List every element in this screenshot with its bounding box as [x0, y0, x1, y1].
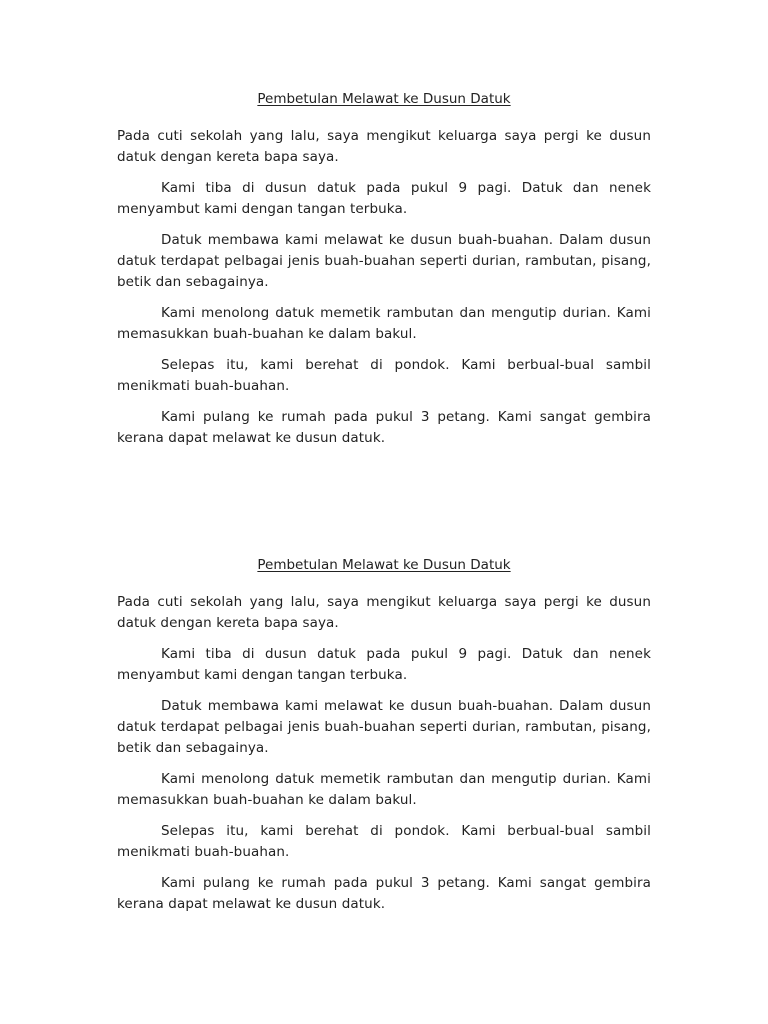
- essay-paragraph-5: Selepas itu, kami berehat di pondok. Kami berbual-bual sambil menikmati buah-buahan.: [117, 357, 651, 394]
- essay-paragraph-2: Kami tiba di dusun datuk pada pukul 9 pagi. Datuk dan nenek menyambut kami dengan tangan terbuka.: [117, 180, 651, 217]
- essay-paragraph-4: Kami menolong datuk memetik rambutan dan mengutip durian. Kami memasukkan buah-buahan ke dalam bakul.: [117, 771, 651, 808]
- essay-paragraph-1: Pada cuti sekolah yang lalu, saya mengikut keluarga saya pergi ke dusun datuk dengan kereta bapa saya.: [117, 128, 651, 165]
- essay-paragraph-1: Pada cuti sekolah yang lalu, saya mengikut keluarga saya pergi ke dusun datuk dengan kereta bapa saya.: [117, 594, 651, 631]
- essay-paragraph-3: Datuk membawa kami melawat ke dusun buah-buahan. Dalam dusun datuk terdapat pelbagai jenis buah-buahan seperti durian, rambutan, pisang, betik dan sebagainya.: [117, 698, 651, 756]
- essay-paragraph-5: Selepas itu, kami berehat di pondok. Kami berbual-bual sambil menikmati buah-buahan.: [117, 823, 651, 860]
- essay-section-1: [117, 89, 651, 459]
- essay-paragraph-2: Kami tiba di dusun datuk pada pukul 9 pagi. Datuk dan nenek menyambut kami dengan tangan terbuka.: [117, 646, 651, 683]
- essay-paragraph-4: Kami menolong datuk memetik rambutan dan mengutip durian. Kami memasukkan buah-buahan ke dalam bakul.: [117, 305, 651, 342]
- essay-paragraph-6: Kami pulang ke rumah pada pukul 3 petang. Kami sangat gembira kerana dapat melawat ke dusun datuk.: [117, 875, 651, 912]
- essay-title: Pembetulan Melawat ke Dusun Datuk: [257, 557, 511, 573]
- essay-paragraph-3: Datuk membawa kami melawat ke dusun buah-buahan. Dalam dusun datuk terdapat pelbagai jenis buah-buahan seperti durian, rambutan, pisang, betik dan sebagainya.: [117, 232, 651, 290]
- essay-section-2: [117, 555, 651, 925]
- essay-title: Pembetulan Melawat ke Dusun Datuk: [257, 91, 511, 107]
- essay-paragraph-6: Kami pulang ke rumah pada pukul 3 petang. Kami sangat gembira kerana dapat melawat ke dusun datuk.: [117, 409, 651, 446]
